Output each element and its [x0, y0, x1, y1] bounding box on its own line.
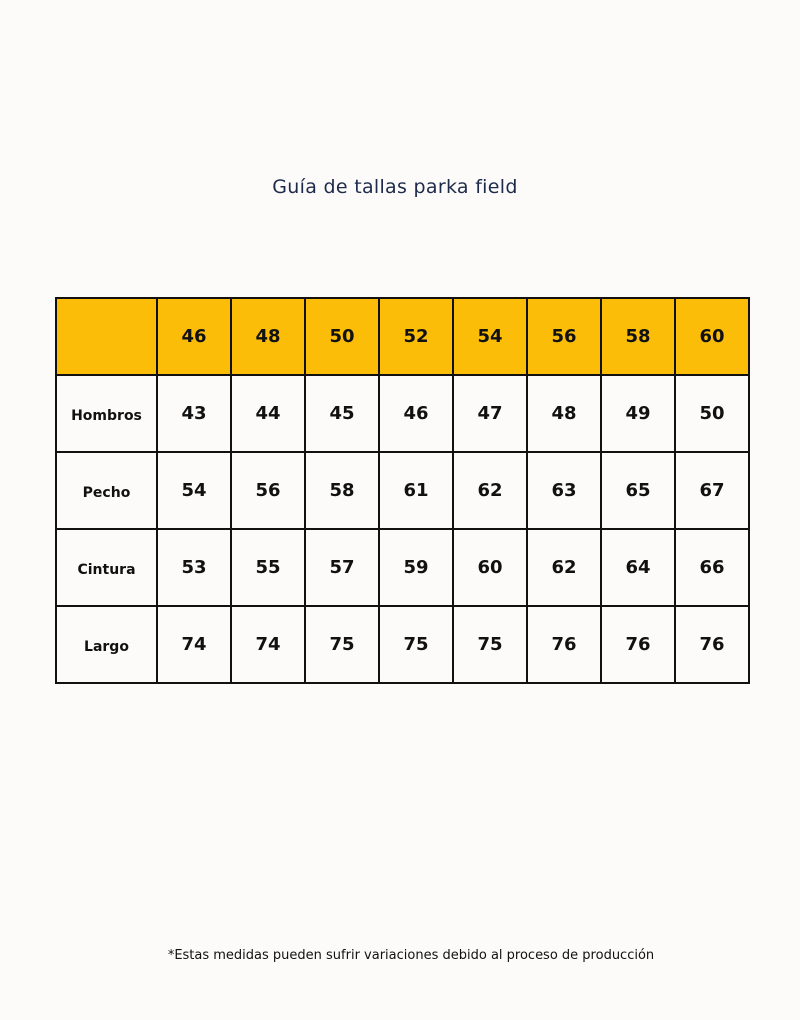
row-label: Largo: [56, 606, 157, 683]
table-cell: 49: [601, 375, 675, 452]
page-title: Guía de tallas parka field: [272, 176, 518, 198]
table-cell: 50: [675, 375, 749, 452]
table-cell: 66: [675, 529, 749, 606]
table-row-cintura: [56, 529, 749, 606]
table-cell: 48: [527, 375, 601, 452]
table-cell: 59: [379, 529, 453, 606]
table-cell: 46: [379, 375, 453, 452]
table-cell: 75: [453, 606, 527, 683]
table-cell: 64: [601, 529, 675, 606]
table-cell: 75: [379, 606, 453, 683]
size-header-cell: 60: [675, 298, 749, 375]
size-header-cell: 54: [453, 298, 527, 375]
table-cell: 76: [527, 606, 601, 683]
table-cell: 56: [231, 452, 305, 529]
table-cell: 76: [601, 606, 675, 683]
table-cell: 45: [305, 375, 379, 452]
table-cell: 75: [305, 606, 379, 683]
size-chart-table: [55, 297, 750, 684]
table-row-largo: [56, 606, 749, 683]
table-cell: 43: [157, 375, 231, 452]
size-header-cell: 48: [231, 298, 305, 375]
table-cell: 63: [527, 452, 601, 529]
table-cell: 54: [157, 452, 231, 529]
table-cell: 61: [379, 452, 453, 529]
table-cell: 62: [527, 529, 601, 606]
row-label: Hombros: [56, 375, 157, 452]
size-header-cell: 52: [379, 298, 453, 375]
table-header-row: [56, 298, 749, 375]
table-cell: 47: [453, 375, 527, 452]
table-cell: 57: [305, 529, 379, 606]
table-cell: 67: [675, 452, 749, 529]
table-cell: 53: [157, 529, 231, 606]
footnote: *Estas medidas pueden sufrir variaciones debido al proceso de producción: [167, 948, 655, 963]
table-cell: 55: [231, 529, 305, 606]
row-label: Pecho: [56, 452, 157, 529]
size-header-cell: 58: [601, 298, 675, 375]
table-cell: 60: [453, 529, 527, 606]
table-cell: 44: [231, 375, 305, 452]
table-cell: 58: [305, 452, 379, 529]
table-cell: 76: [675, 606, 749, 683]
size-header-cell: 46: [157, 298, 231, 375]
table-cell: 65: [601, 452, 675, 529]
row-label: Cintura: [56, 529, 157, 606]
table-cell: 62: [453, 452, 527, 529]
table-cell: 74: [157, 606, 231, 683]
table-row-pecho: [56, 452, 749, 529]
header-corner-cell: [56, 298, 157, 375]
size-header-cell: 50: [305, 298, 379, 375]
table-cell: 74: [231, 606, 305, 683]
table-row-hombros: [56, 375, 749, 452]
size-header-cell: 56: [527, 298, 601, 375]
